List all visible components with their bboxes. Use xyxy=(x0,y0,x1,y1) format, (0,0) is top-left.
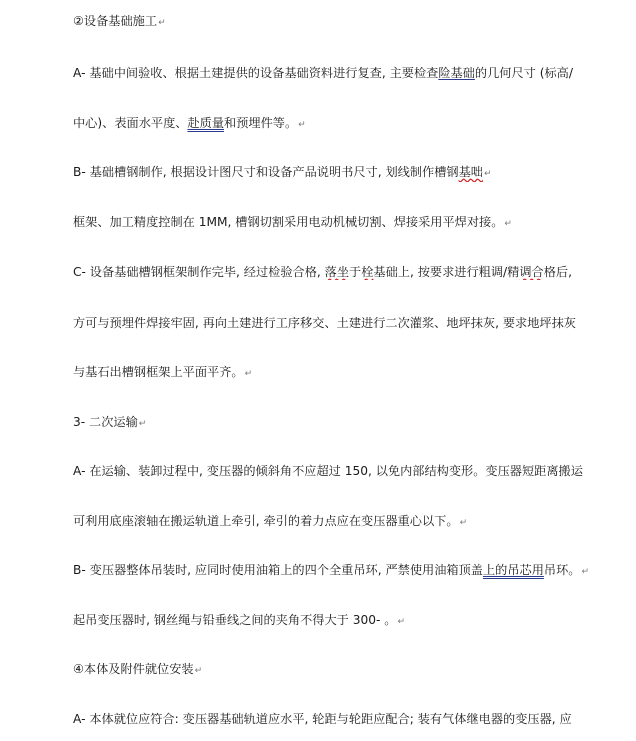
document-line xyxy=(73,612,593,630)
paragraph-return-icon: ↵ xyxy=(581,567,589,577)
marked-text: 赴质量 xyxy=(187,116,225,130)
document-line xyxy=(73,661,593,679)
paragraph-return-icon: ↵ xyxy=(194,666,203,676)
marked-text: 调合 xyxy=(519,265,544,279)
line-text: 3- 二次运输 xyxy=(73,415,138,429)
paragraph-return-icon: ↵ xyxy=(483,169,492,179)
line-text: 与基石出槽钢框架上平面平齐。 xyxy=(73,365,244,379)
line-text: A- 本体就位应符合: 变压器基础轨道应水平, 轮距与轮距应配合; 装有气体继电器的变压器, 应 xyxy=(73,712,572,726)
line-text: 于 xyxy=(349,265,362,279)
line-text: 格后, xyxy=(543,265,572,279)
line-text: ④本体及附件就位安装 xyxy=(73,662,194,676)
line-text: B- 基础槽钢制作, 根据设计图尺寸和设备产品说明书尺寸, 划线制作槽钢 xyxy=(73,165,459,179)
document-line xyxy=(73,711,593,727)
line-text: B- 变压器整体吊装时, 应同时使用油箱上的四个全重吊环, 严禁使用油箱顶盖 xyxy=(73,563,483,577)
document-line xyxy=(73,115,593,133)
line-text: 和预埋件等。 xyxy=(224,116,298,130)
paragraph-return-icon: ↵ xyxy=(158,18,166,28)
line-text: ②设备基础施工 xyxy=(73,14,158,28)
line-text: A- 在运输、装卸过程中, 变压器的倾斜角不应超过 150, 以免内部结构变形。变压器短距离搬运 xyxy=(73,464,583,478)
paragraph-return-icon: ↵ xyxy=(459,518,468,528)
document-line xyxy=(73,513,593,531)
marked-text: 险基础 xyxy=(438,66,475,80)
paragraph-return-icon: ↵ xyxy=(397,617,406,627)
document-line xyxy=(73,13,593,31)
document-line xyxy=(73,562,593,580)
marked-text: 落坐 xyxy=(324,265,350,279)
line-text: 框架、加工精度控制在 1MM, 槽钢切割采用电动机械切割、焊接采用平焊对接。 xyxy=(73,215,504,229)
line-text: A- 基础中间验收、根据土建提供的设备基础资料进行复查, 主要检查 xyxy=(73,66,439,80)
marked-text: 基咄 xyxy=(458,165,483,179)
paragraph-return-icon: ↵ xyxy=(504,219,512,229)
line-text: 方可与预埋件焊接牢固, 再向土建进行工序移交、土建进行二次灌浆、地坪抹灰, 要求地坪抹灰 xyxy=(73,316,576,330)
document-line xyxy=(73,414,593,432)
paragraph-return-icon: ↵ xyxy=(298,120,306,130)
paragraph-return-icon: ↵ xyxy=(138,419,147,429)
document-line xyxy=(73,463,593,479)
marked-text: 栓 xyxy=(361,265,374,279)
document-line xyxy=(73,164,593,182)
document-line xyxy=(73,364,593,382)
line-text: 的几何尺寸 (标高/ xyxy=(474,66,573,80)
line-text: 起吊变压器时, 钢丝绳与铅垂线之间的夹角不得大于 300- 。 xyxy=(73,613,397,627)
document-line xyxy=(73,65,593,81)
line-text: C- 设备基础槽钢框架制作完毕, 经过检验合格, xyxy=(73,265,325,279)
marked-text: 上的吊芯用 xyxy=(482,563,544,577)
line-text: 基础上, 按要求进行粗调/精 xyxy=(373,265,520,279)
document-line xyxy=(73,264,593,280)
document-line xyxy=(73,315,593,331)
document-line xyxy=(73,214,593,232)
line-text: 中心)、表面水平度、 xyxy=(73,116,188,130)
line-text: 吊环。 xyxy=(543,563,581,577)
line-text: 可利用底座滚轴在搬运轨道上牵引, 牵引的着力点应在变压器重心以下。 xyxy=(73,514,459,528)
paragraph-return-icon: ↵ xyxy=(244,369,253,379)
